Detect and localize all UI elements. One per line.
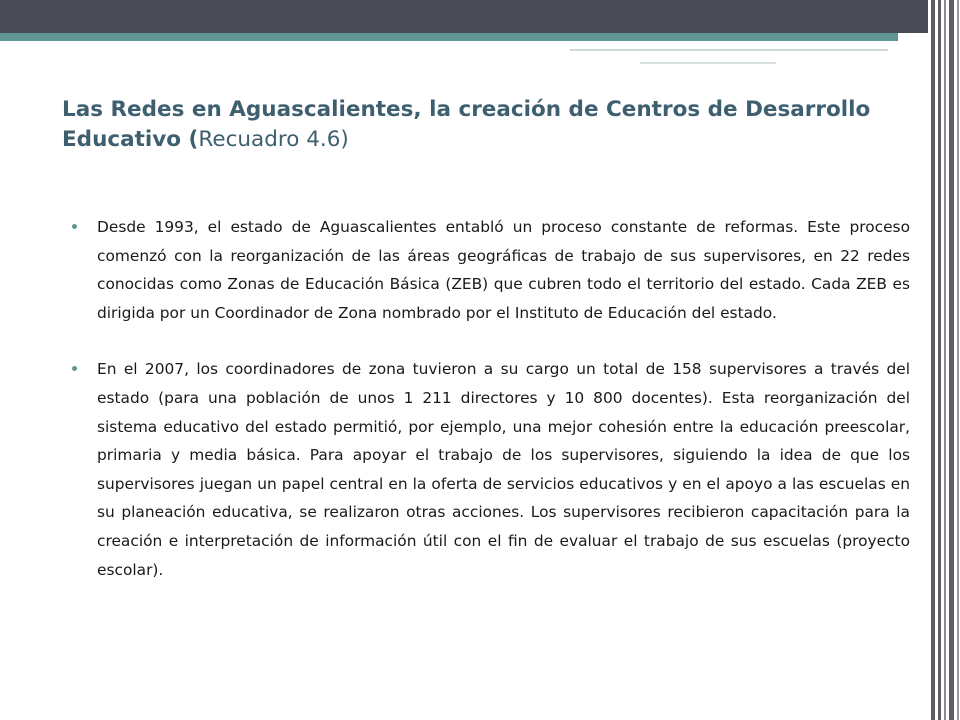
decorative-stripe bbox=[938, 0, 941, 720]
bullet-dot-icon bbox=[72, 224, 77, 229]
decorative-stripe bbox=[949, 0, 954, 720]
decorative-line bbox=[570, 49, 888, 51]
bullet-text: Desde 1993, el estado de Aguascalientes entabló un proceso constante de reformas. Este proceso comenzó con la reorganización de las áreas geográficas de trabajo de sus supervisores, en 22 redes conocidas como Zonas de Educación Básica (ZEB) que cubren todo el territorio del estado. Cada ZEB es dirigida por un Coordinador de Zona nombrado por el Instituto de Educación del estado. bbox=[97, 218, 910, 322]
decorative-line bbox=[640, 62, 776, 64]
decorative-stripe bbox=[944, 0, 946, 720]
slide-content bbox=[72, 213, 910, 584]
bullet-dot-icon bbox=[72, 366, 77, 371]
bullet-item bbox=[72, 355, 910, 584]
slide-title bbox=[62, 95, 892, 155]
decorative-stripe bbox=[957, 0, 959, 720]
bullet-item bbox=[72, 213, 910, 327]
decorative-stripe bbox=[931, 0, 935, 720]
right-edge-stripes bbox=[928, 0, 960, 720]
title-main-text: Las Redes en Aguascalientes, la creación de Centros de Desarrollo Educativo ( bbox=[62, 97, 871, 152]
header-accent-bar bbox=[0, 33, 898, 41]
title-reference-text: Recuadro 4.6) bbox=[198, 127, 349, 152]
header-bar bbox=[0, 0, 928, 33]
bullet-text: En el 2007, los coordinadores de zona tuvieron a su cargo un total de 158 supervisores a través del estado (para una población de unos 1 211 directores y 10 800 docentes). Esta reorganización del sistema educativo del estado permitió, por ejemplo, una mejor cohesión entre la educación preescolar, primaria y media básica. Para apoyar el trabajo de los supervisores, siguiendo la idea de que los supervisores juegan un papel central en la oferta de servicios educativos y en el apoyo a las escuelas en su planeación educativa, se realizaron otras acciones. Los supervisores recibieron capacitación para la creación e interpretación de información útil con el fin de evaluar el trabajo de sus escuelas (proyecto escolar). bbox=[97, 360, 910, 579]
